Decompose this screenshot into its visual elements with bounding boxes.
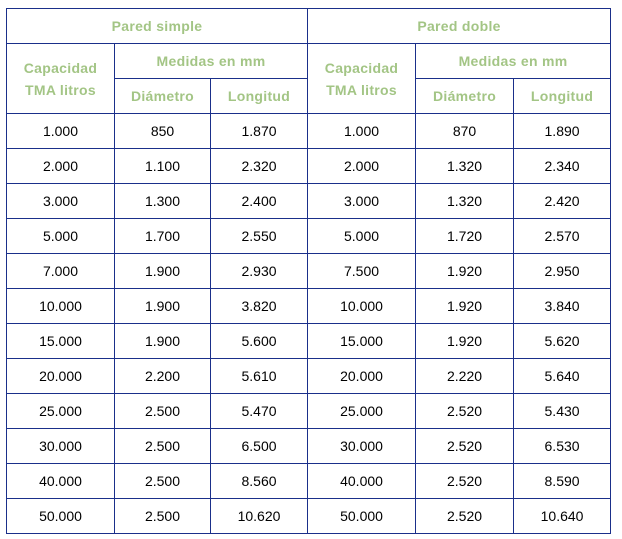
cell-length-double: 2.420 xyxy=(514,184,611,219)
cell-capacity-simple: 40.000 xyxy=(7,464,115,499)
cell-length-double: 5.620 xyxy=(514,324,611,359)
group-header-pared-doble: Pared doble xyxy=(308,9,611,44)
cell-diameter-simple: 1.100 xyxy=(115,149,211,184)
cell-diameter-simple: 850 xyxy=(115,114,211,149)
cell-diameter-simple: 1.700 xyxy=(115,219,211,254)
measures-header-simple: Medidas en mm xyxy=(115,44,308,79)
header-row-measures xyxy=(7,44,611,79)
cell-capacity-simple: 50.000 xyxy=(7,499,115,534)
cell-length-simple: 5.470 xyxy=(211,394,308,429)
cell-diameter-double: 1.920 xyxy=(416,254,514,289)
cell-diameter-double: 1.720 xyxy=(416,219,514,254)
cell-capacity-double: 7.500 xyxy=(308,254,416,289)
cell-length-simple: 5.610 xyxy=(211,359,308,394)
measures-header-double: Medidas en mm xyxy=(416,44,611,79)
cell-capacity-simple: 3.000 xyxy=(7,184,115,219)
cell-diameter-double: 2.520 xyxy=(416,464,514,499)
cell-diameter-simple: 2.500 xyxy=(115,394,211,429)
table-row xyxy=(7,429,611,464)
table-row xyxy=(7,149,611,184)
cell-length-simple: 3.820 xyxy=(211,289,308,324)
cell-diameter-double: 870 xyxy=(416,114,514,149)
cell-capacity-double: 1.000 xyxy=(308,114,416,149)
tank-dimensions-table-container xyxy=(6,8,611,534)
cell-length-simple: 5.600 xyxy=(211,324,308,359)
cell-capacity-double: 15.000 xyxy=(308,324,416,359)
capacity-header-line2: TMA litros xyxy=(25,81,96,98)
cell-diameter-simple: 2.500 xyxy=(115,499,211,534)
cell-capacity-simple: 25.000 xyxy=(7,394,115,429)
cell-diameter-simple: 1.900 xyxy=(115,254,211,289)
diameter-header-double: Diámetro xyxy=(416,79,514,114)
cell-length-simple: 2.550 xyxy=(211,219,308,254)
cell-capacity-double: 30.000 xyxy=(308,429,416,464)
table-row xyxy=(7,499,611,534)
cell-length-double: 5.430 xyxy=(514,394,611,429)
cell-diameter-double: 1.320 xyxy=(416,184,514,219)
cell-diameter-simple: 1.900 xyxy=(115,324,211,359)
cell-length-double: 2.340 xyxy=(514,149,611,184)
cell-length-simple: 2.930 xyxy=(211,254,308,289)
cell-length-simple: 2.400 xyxy=(211,184,308,219)
length-header-simple: Longitud xyxy=(211,79,308,114)
header-row-groups xyxy=(7,9,611,44)
cell-length-double: 10.640 xyxy=(514,499,611,534)
length-header-double: Longitud xyxy=(514,79,611,114)
cell-capacity-simple: 1.000 xyxy=(7,114,115,149)
cell-capacity-double: 20.000 xyxy=(308,359,416,394)
cell-diameter-simple: 1.900 xyxy=(115,289,211,324)
cell-capacity-simple: 15.000 xyxy=(7,324,115,359)
cell-capacity-simple: 5.000 xyxy=(7,219,115,254)
cell-diameter-simple: 2.500 xyxy=(115,429,211,464)
tank-dimensions-table xyxy=(6,8,611,534)
capacity-header-line2: TMA litros xyxy=(326,81,397,98)
table-row xyxy=(7,184,611,219)
cell-diameter-double: 1.320 xyxy=(416,149,514,184)
table-row xyxy=(7,324,611,359)
cell-capacity-double: 5.000 xyxy=(308,219,416,254)
cell-length-simple: 6.500 xyxy=(211,429,308,464)
table-row xyxy=(7,289,611,324)
cell-capacity-double: 2.000 xyxy=(308,149,416,184)
table-row xyxy=(7,464,611,499)
cell-length-simple: 1.870 xyxy=(211,114,308,149)
cell-diameter-double: 2.520 xyxy=(416,499,514,534)
cell-capacity-double: 40.000 xyxy=(308,464,416,499)
cell-capacity-simple: 10.000 xyxy=(7,289,115,324)
table-row xyxy=(7,254,611,289)
cell-capacity-simple: 7.000 xyxy=(7,254,115,289)
cell-capacity-simple: 20.000 xyxy=(7,359,115,394)
diameter-header-simple: Diámetro xyxy=(115,79,211,114)
cell-diameter-double: 1.920 xyxy=(416,324,514,359)
cell-length-double: 6.530 xyxy=(514,429,611,464)
cell-diameter-double: 2.220 xyxy=(416,359,514,394)
table-row xyxy=(7,219,611,254)
cell-capacity-double: 10.000 xyxy=(308,289,416,324)
table-body xyxy=(7,114,611,534)
table-row xyxy=(7,359,611,394)
cell-capacity-double: 3.000 xyxy=(308,184,416,219)
cell-length-double: 2.950 xyxy=(514,254,611,289)
cell-capacity-simple: 2.000 xyxy=(7,149,115,184)
table-row xyxy=(7,114,611,149)
capacity-header-line1: Capacidad xyxy=(23,59,98,76)
cell-length-double: 3.840 xyxy=(514,289,611,324)
cell-length-double: 2.570 xyxy=(514,219,611,254)
cell-length-simple: 2.320 xyxy=(211,149,308,184)
cell-diameter-double: 2.520 xyxy=(416,429,514,464)
group-header-pared-simple: Pared simple xyxy=(7,9,308,44)
capacity-header-line1: Capacidad xyxy=(324,59,399,76)
cell-capacity-double: 50.000 xyxy=(308,499,416,534)
cell-diameter-simple: 2.200 xyxy=(115,359,211,394)
cell-capacity-double: 25.000 xyxy=(308,394,416,429)
cell-length-simple: 8.560 xyxy=(211,464,308,499)
cell-length-double: 5.640 xyxy=(514,359,611,394)
cell-capacity-simple: 30.000 xyxy=(7,429,115,464)
cell-diameter-double: 2.520 xyxy=(416,394,514,429)
cell-length-simple: 10.620 xyxy=(211,499,308,534)
cell-diameter-simple: 2.500 xyxy=(115,464,211,499)
table-row xyxy=(7,394,611,429)
capacity-header-simple xyxy=(7,44,115,114)
cell-diameter-double: 1.920 xyxy=(416,289,514,324)
cell-diameter-simple: 1.300 xyxy=(115,184,211,219)
cell-length-double: 8.590 xyxy=(514,464,611,499)
capacity-header-double xyxy=(308,44,416,114)
cell-length-double: 1.890 xyxy=(514,114,611,149)
